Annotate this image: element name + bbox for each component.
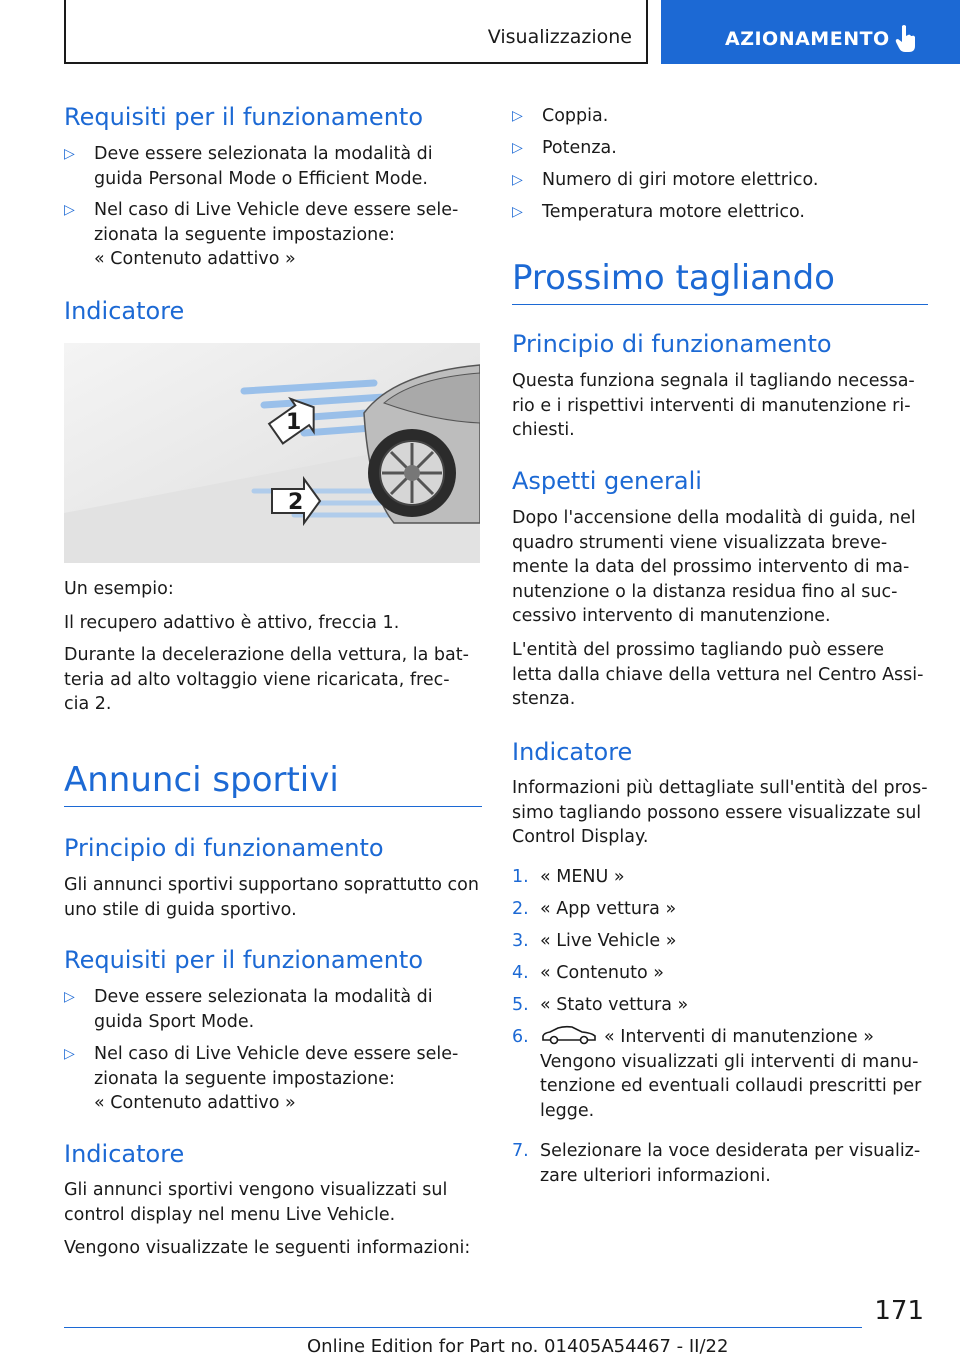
- bullet-triangle-icon: ▷: [512, 108, 523, 124]
- bullet-triangle-icon: ▷: [512, 172, 523, 188]
- section-heading: Prossimo tagliando: [512, 258, 835, 298]
- paragraph: Informazioni più dettagliate sull'entità del pros- simo tagliando possono essere visualizzate sul Control Display.: [512, 778, 928, 847]
- principle-heading: Principio di funzionamento: [512, 330, 832, 358]
- header-section-title: Visualizzazione: [487, 26, 632, 48]
- bullet-triangle-icon: ▷: [64, 202, 75, 218]
- header-chapter-label: AZIONAMENTO: [725, 28, 890, 50]
- header-section-box: [64, 0, 648, 64]
- bullet-triangle-icon: ▷: [64, 146, 75, 162]
- car-icon: [540, 1025, 598, 1045]
- section-divider: [512, 304, 928, 305]
- indicator-heading: Indicatore: [64, 1140, 185, 1168]
- arrow-label-2: 2: [288, 490, 304, 515]
- paragraph: Il recupero adattivo è attivo, freccia 1.: [64, 613, 400, 633]
- arrow-label-1: 1: [286, 410, 302, 435]
- paragraph: Gli annunci sportivi vengono visualizzati sul control display nel menu Live Vehicle.: [64, 1180, 448, 1225]
- paragraph: L'entità del prossimo tagliando può essere letta dalla chiave della vettura nel Centro Assi- stenza.: [512, 640, 924, 709]
- footer-edition: Online Edition for Part no. 01405A54467 - II/22: [307, 1336, 729, 1357]
- requirements-heading: Requisiti per il funzionamento: [64, 946, 424, 974]
- paragraph: Dopo l'accensione della modalità di guida, nel quadro strumenti viene visualizzata breve- mente la data del prossimo intervento di ma- nutenzione o la distanza residua fino al suc- cessivo intervento di manutenzione.: [512, 508, 916, 626]
- paragraph: Gli annunci sportivi supportano soprattutto con uno stile di guida sportivo.: [64, 875, 479, 920]
- section-heading: Annunci sportivi: [64, 760, 339, 800]
- bullet-triangle-icon: ▷: [64, 989, 75, 1005]
- paragraph: Durante la decelerazione della vettura, la bat- teria ad alto voltaggio viene ricaricata, frec- cia 2.: [64, 645, 469, 714]
- indicator-heading: Indicatore: [64, 297, 185, 325]
- bullet-triangle-icon: ▷: [512, 204, 523, 220]
- section-divider: [64, 806, 482, 807]
- recuperation-illustration: [64, 343, 480, 563]
- page-number: 171: [874, 1296, 924, 1326]
- hand-pointer-icon: [895, 24, 917, 54]
- general-heading: Aspetti generali: [512, 467, 702, 495]
- paragraph: Questa funziona segnala il tagliando necessa- rio e i rispettivi interventi di manutenzione ri- chiesti.: [512, 371, 915, 440]
- header-chapter-tab[interactable]: [661, 0, 960, 64]
- requirements-heading: Requisiti per il funzionamento: [64, 103, 424, 131]
- indicator-heading: Indicatore: [512, 738, 633, 766]
- paragraph: Vengono visualizzate le seguenti informazioni:: [64, 1238, 471, 1258]
- bullet-triangle-icon: ▷: [512, 140, 523, 156]
- footer-divider: [64, 1327, 862, 1328]
- principle-heading: Principio di funzionamento: [64, 834, 384, 862]
- paragraph: Un esempio:: [64, 579, 174, 599]
- bullet-triangle-icon: ▷: [64, 1046, 75, 1062]
